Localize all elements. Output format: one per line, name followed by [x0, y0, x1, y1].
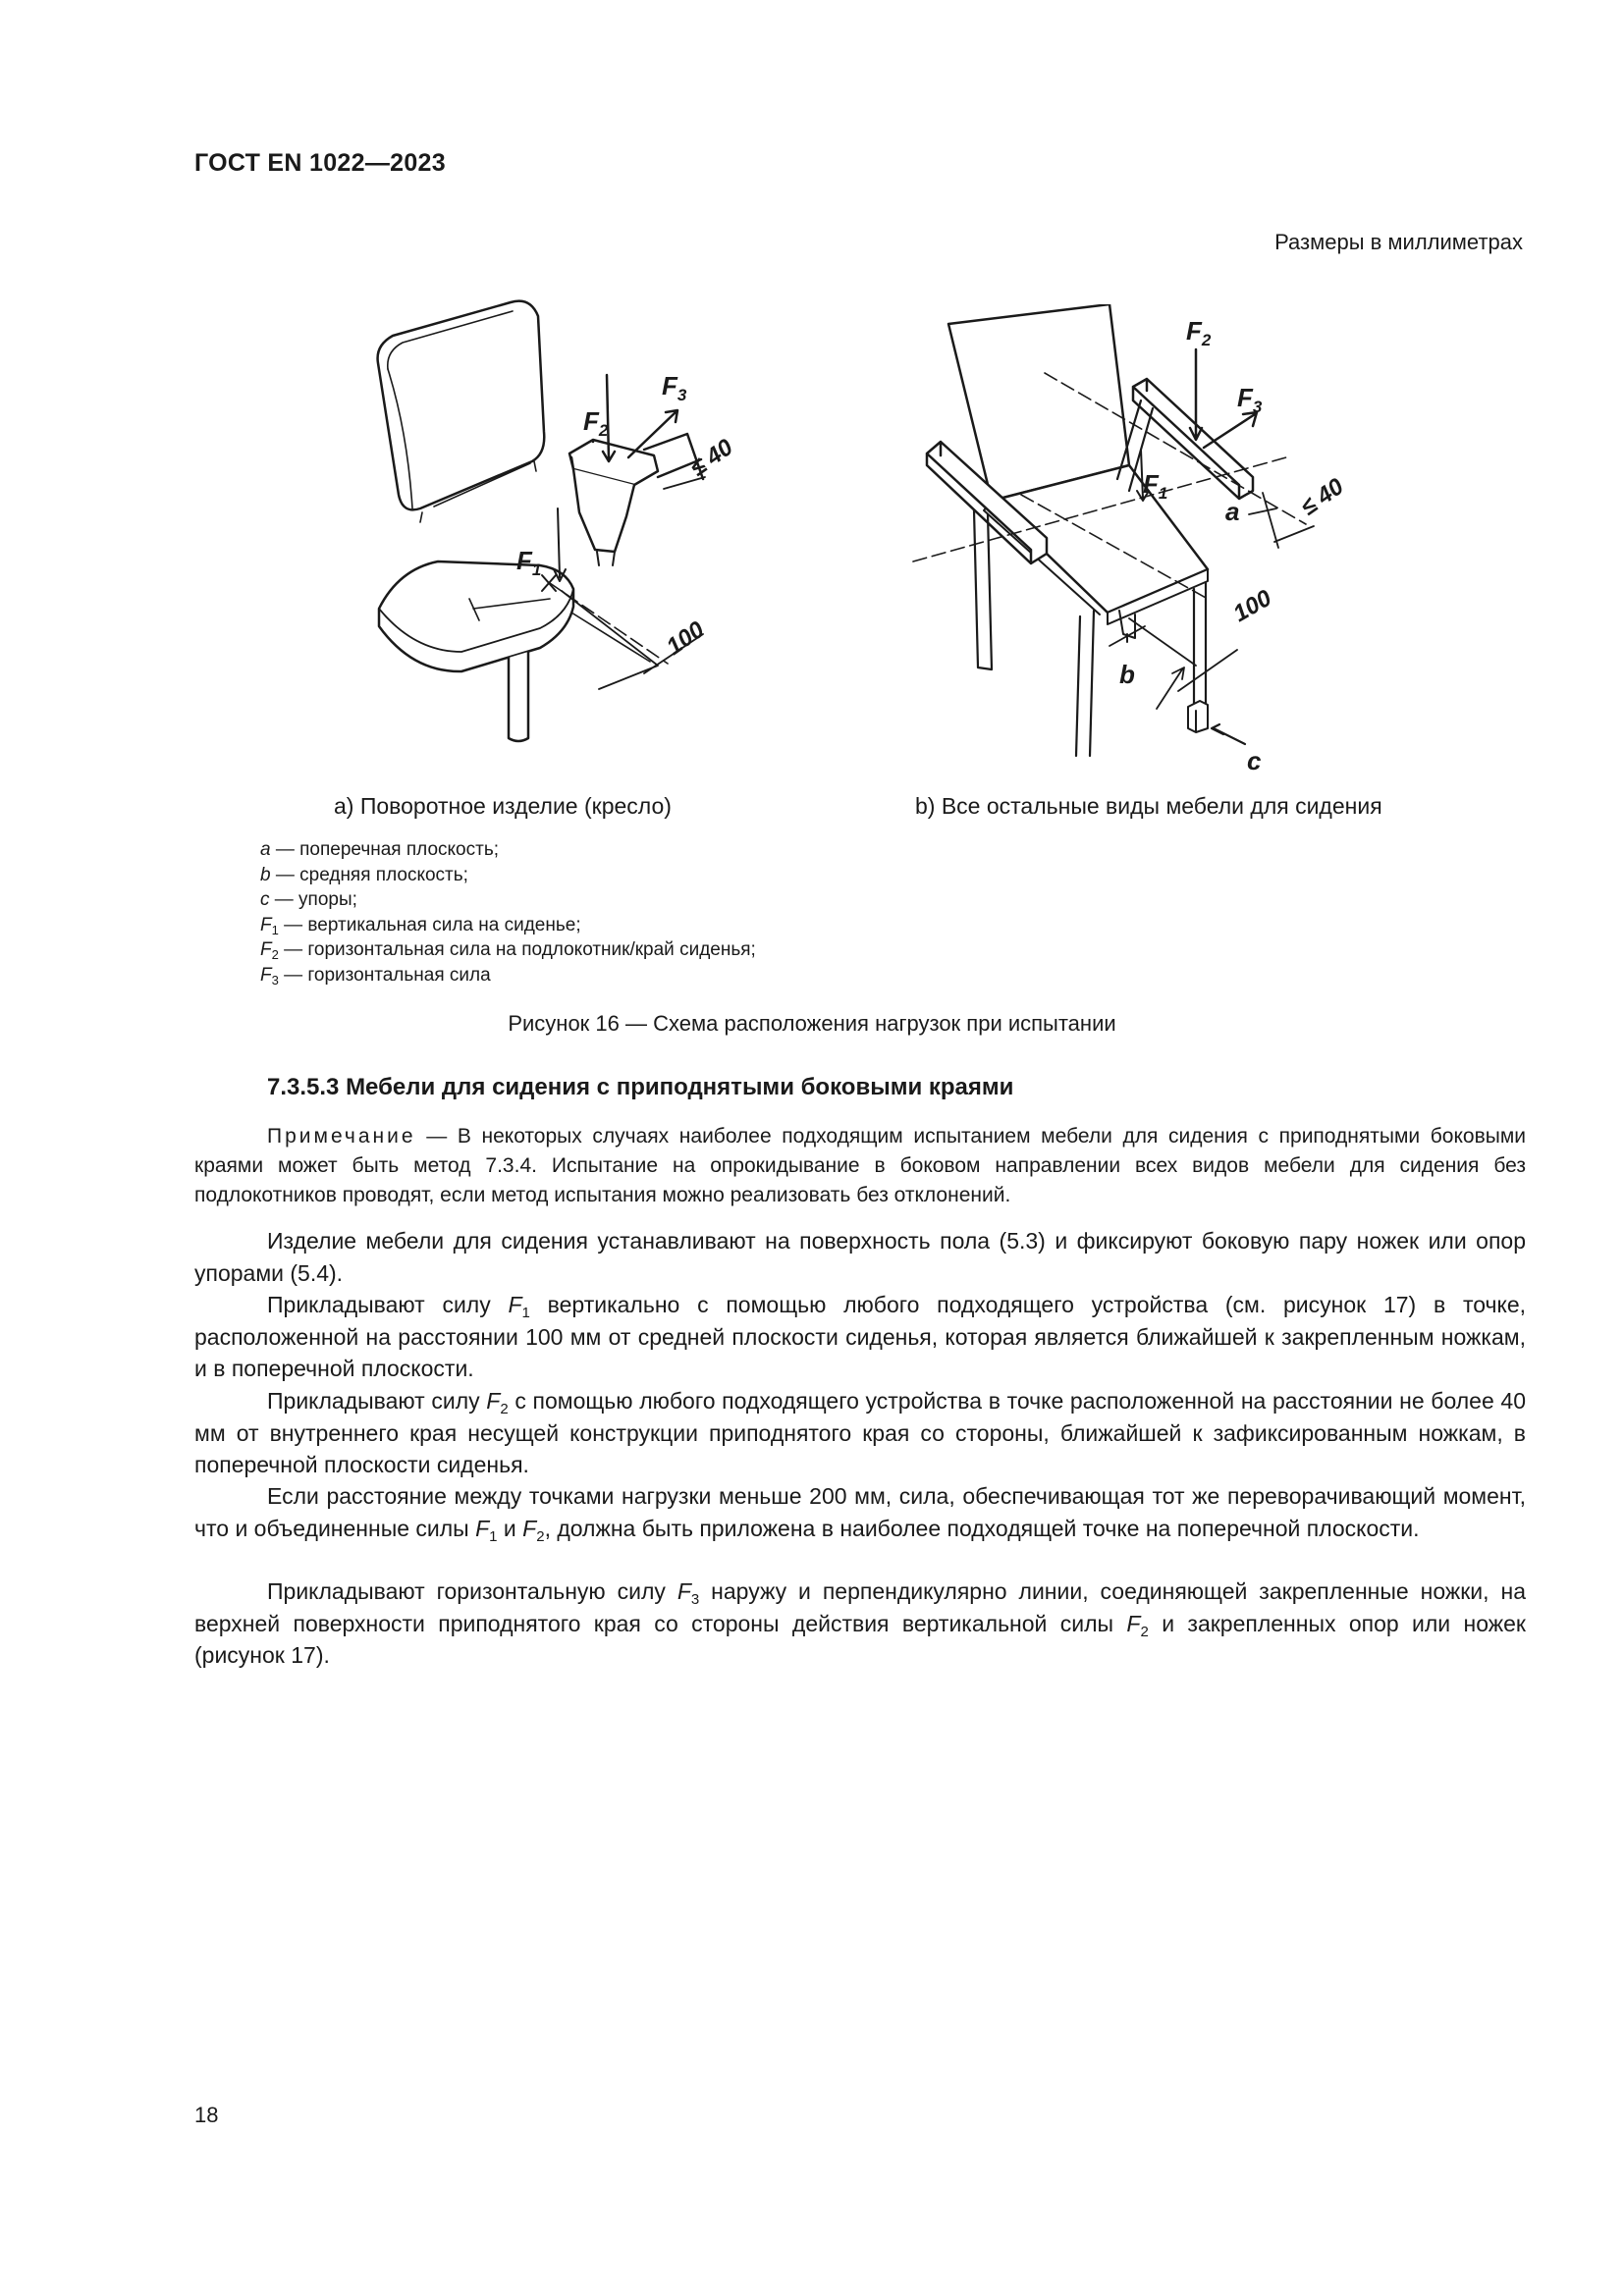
- figure-title: Рисунок 16 — Схема расположения нагрузок при испытании: [508, 1011, 1116, 1036]
- paragraph-3: Прикладывают силу $F_2$ с помощью любого подходящего устройства в точке расположенной на расстоянии не более 40 мм от внутреннего края несущей конструкции приподнятого края со стороны, ближайшей к зафиксированным ножкам, в поперечной плоскости сиденья.: [194, 1388, 1527, 1477]
- units-note: Размеры в миллиметрах: [1274, 230, 1523, 254]
- section-heading: 7.3.5.3 Мебели для сидения с приподнятыми боковыми краями: [267, 1074, 1014, 1100]
- paragraph-1: Изделие мебели для сидения устанавливают на поверхность пола (5.3) и фиксируют боковую пару ножек или опор упорами (5.4).: [194, 1228, 1526, 1286]
- legend-item: $F_3$ — горизонтальная сила: [260, 964, 491, 988]
- legend-item: b — средняя плоскость;: [260, 864, 468, 885]
- label-dim-100: 100: [661, 615, 710, 661]
- label-a: a: [1225, 497, 1240, 526]
- label-b: b: [1119, 660, 1135, 689]
- note-label: Примечание: [267, 1125, 416, 1148]
- label-dim-100-right: 100: [1228, 584, 1276, 628]
- paragraph-4: Если расстояние между точками нагрузки меньше 200 мм, сила, обеспечивающая тот же переворачивающий момент, что и объединенные силы $F_1$ и $F_2$, должна быть приложена в наиболее подходящей точке на поперечной плоскости.: [194, 1483, 1526, 1545]
- paragraph-5: Прикладывают горизонтальную силу $F_3$ наружу и перпендикулярно линии, соединяющей закрепленные ножки, на верхней поверхности приподнятого края со стороны действия вертикальной силы $F_2$ и закрепленных опор или ножек (рисунок 17).: [194, 1578, 1526, 1668]
- label-f3-right: $F_3$: [1237, 383, 1263, 416]
- paragraph-2: Прикладывают силу $F_1$ вертикально с помощью любого подходящего устройства (см. рисунок 17) в точке, расположенной на расстоянии 100 мм от средней плоскости сиденья, которая является ближайшей к закрепленным ножкам, и в поперечной плоскости.: [194, 1292, 1527, 1381]
- label-f1-right: $F_1$: [1143, 469, 1168, 503]
- label-f2-right: $F_2$: [1186, 316, 1212, 349]
- left-figure-caption: a) Поворотное изделие (кресло): [334, 793, 672, 819]
- label-dim-40: ≤ 40: [684, 434, 738, 482]
- legend-item: c — упоры;: [260, 889, 357, 910]
- chair-column: [509, 652, 528, 741]
- label-f3: $F_3$: [662, 371, 687, 404]
- chair-backrest: [378, 301, 545, 510]
- figure-swivel-chair: [363, 285, 756, 746]
- label-f2: $F_2$: [583, 406, 609, 440]
- legend-item: a — поперечная плоскость;: [260, 839, 500, 860]
- label-c: c: [1247, 746, 1262, 775]
- label-f1: $F_1$: [516, 546, 542, 579]
- label-dim-40-right: ≤ 40: [1295, 473, 1349, 521]
- document-header: ГОСТ EN 1022—2023: [194, 149, 446, 177]
- figure-legend: [260, 837, 756, 988]
- stop-c: [1188, 701, 1208, 732]
- right-figure-caption: b) Все остальные виды мебели для сидения: [915, 793, 1382, 819]
- legend-item: $F_1$ — вертикальная сила на сиденье;: [260, 914, 581, 937]
- legend-item: $F_2$ — горизонтальная сила на подлокотник/край сиденья;: [260, 939, 756, 962]
- page-number: 18: [194, 2103, 219, 2127]
- figure-raised-sides-seat: [884, 304, 1355, 775]
- note-paragraph: Примечание — В некоторых случаях наиболее подходящим испытанием мебели для сидения с приподнятыми боковыми краями может быть метод 7.3.4. Испытание на опрокидывание в боковом направлении всех видов мебели для сидения без подлокотников проводят, если метод испытания можно реализовать без отклонений.: [194, 1125, 1526, 1206]
